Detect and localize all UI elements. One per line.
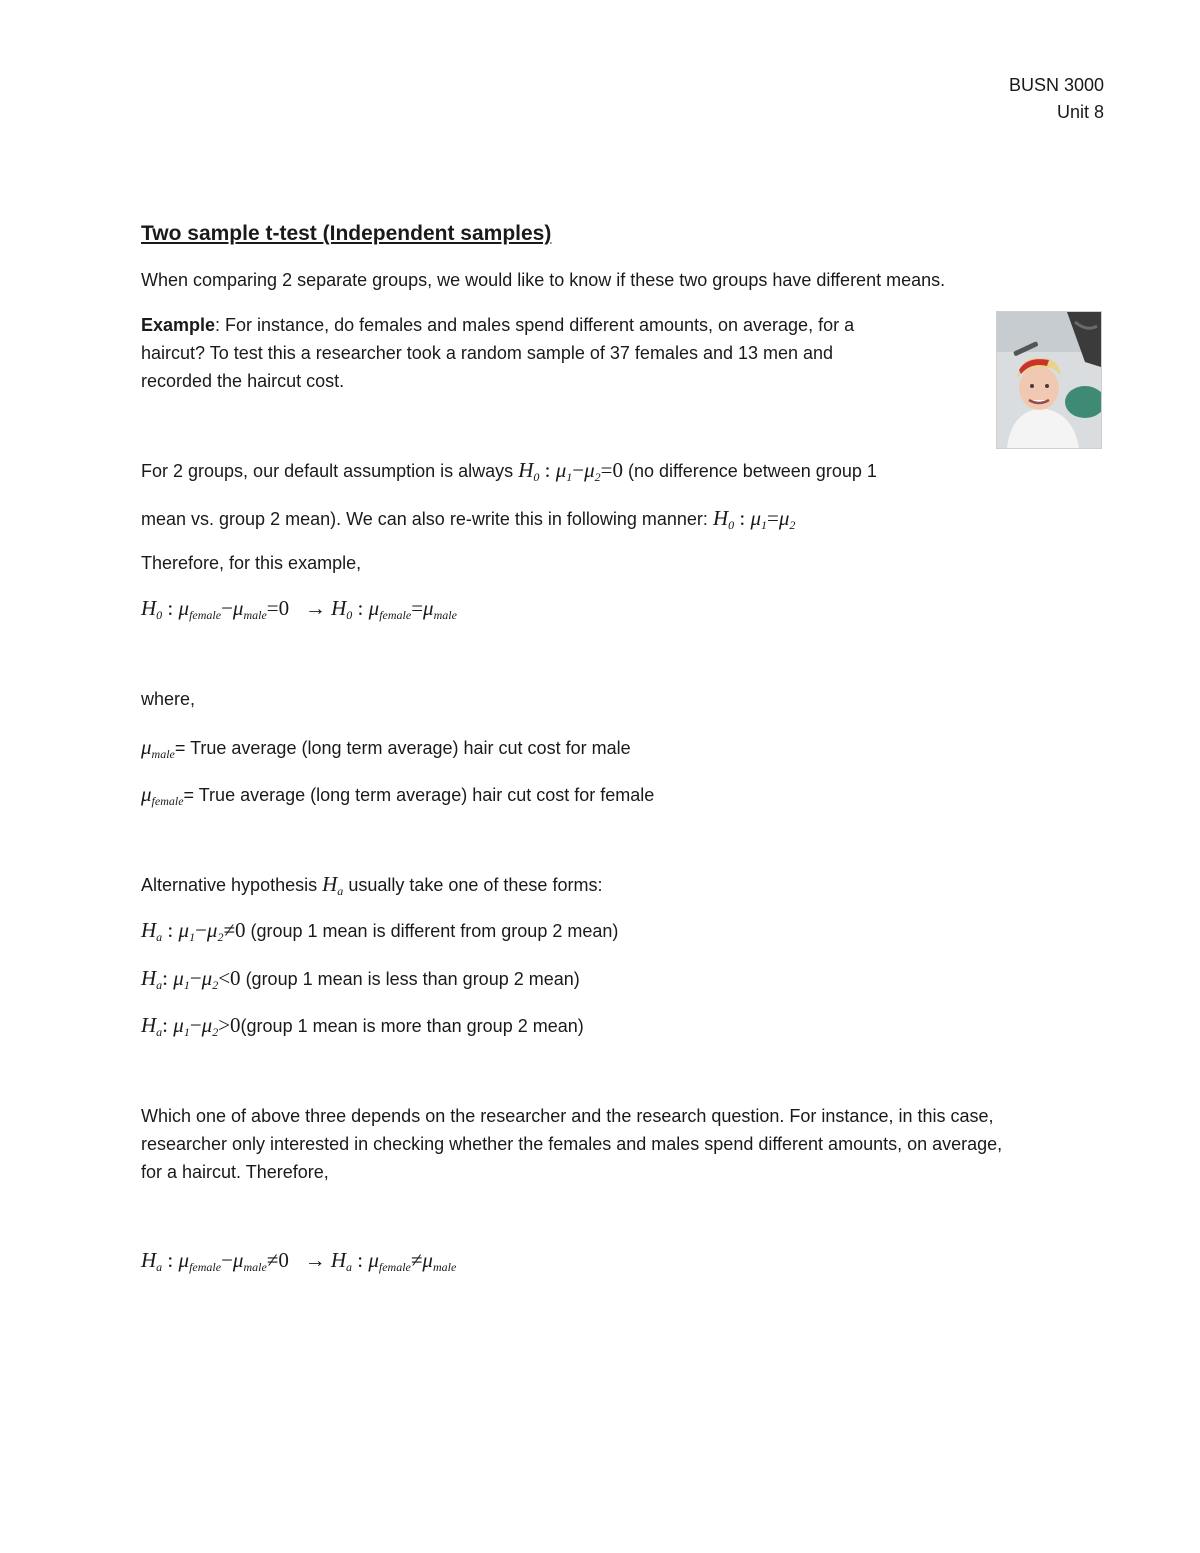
section-title: Two sample t-test (Independent samples) <box>141 222 552 245</box>
child-haircut-illustration <box>997 312 1101 448</box>
closing-line-3: for a haircut. Therefore, <box>141 1162 329 1182</box>
unit-label: Unit 8 <box>1056 102 1104 122</box>
rewrite-text: mean vs. group 2 mean). We can also re-write this in following manner: <box>141 509 708 529</box>
alternative-form-not-equal: $H_a$ : $\mu_1-\mu_2\ne 0$ (group 1 mean is different from group 2 mean) <box>141 918 619 944</box>
alternative-hypothesis-example-formula: $H_a$ : $\mu_{female}-\mu_{male}\ne 0$ → $H_a$ : $\mu_{female}\ne\mu_{male}$ <box>141 1248 457 1274</box>
implies-arrow: → <box>304 596 326 620</box>
implies-arrow-2: → <box>304 1248 326 1272</box>
example-line-2: haircut? To test this a researcher took a random sample of 37 females and 13 men and <box>141 343 834 363</box>
null-hypothesis-difference-formula: $H_0$ : $\mu_1-\mu_2=0$ <box>518 458 623 484</box>
page-header <box>1009 72 1104 126</box>
example-line-1: : For instance, do females and males spend different amounts, on average, for a <box>215 315 855 335</box>
example-line-3: recorded the haircut cost. <box>141 371 345 391</box>
default-assumption-line <box>141 458 877 485</box>
default-assumption-after: (no difference between group 1 <box>628 461 877 481</box>
alternative-intro: Alternative hypothesis $H_a$ usually take one of these forms: <box>141 872 603 898</box>
closing-paragraph <box>141 1102 1002 1186</box>
therefore-example-line: Therefore, for this example, <box>141 553 362 573</box>
alternative-form-greater-than: $H_a$: $\mu_1-\mu_2>0(group$ 1 mean is more than group 2 mean) <box>141 1013 584 1039</box>
definition-female: $\mu_{female}=$ True average (long term average) hair cut cost for female <box>141 782 655 808</box>
alternative-form-less-than: $H_a$: $\mu_1-\mu_2<0$ (group 1 mean is less than group 2 mean) <box>141 966 580 992</box>
haircut-photo <box>996 311 1102 449</box>
null-hypothesis-equal-formula: $H_0$ : $\mu_1=\mu_2$ <box>712 506 796 532</box>
where-label: where, <box>141 689 196 709</box>
example-label: Example <box>141 315 216 335</box>
example-paragraph <box>141 311 854 395</box>
closing-line-2: researcher only interested in checking whether the females and males spend different amounts, on average, <box>141 1134 1003 1154</box>
closing-line-1: Which one of above three depends on the researcher and the research question. For instance, in this case, <box>141 1106 994 1126</box>
course-code: BUSN 3000 <box>1008 75 1104 95</box>
definition-male: $\mu_{male}=$ True average (long term average) hair cut cost for male <box>141 735 631 761</box>
null-hypothesis-example-formula: $H_0$ : $\mu_{female}-\mu_{male}=0$ → $H_0$ : $\mu_{female}=\mu_{male}$ <box>141 596 457 622</box>
rewrite-line <box>141 506 795 533</box>
default-assumption-text: For 2 groups, our default assumption is always <box>141 461 514 481</box>
intro-paragraph: When comparing 2 separate groups, we would like to know if these two groups have different means. <box>141 270 946 290</box>
